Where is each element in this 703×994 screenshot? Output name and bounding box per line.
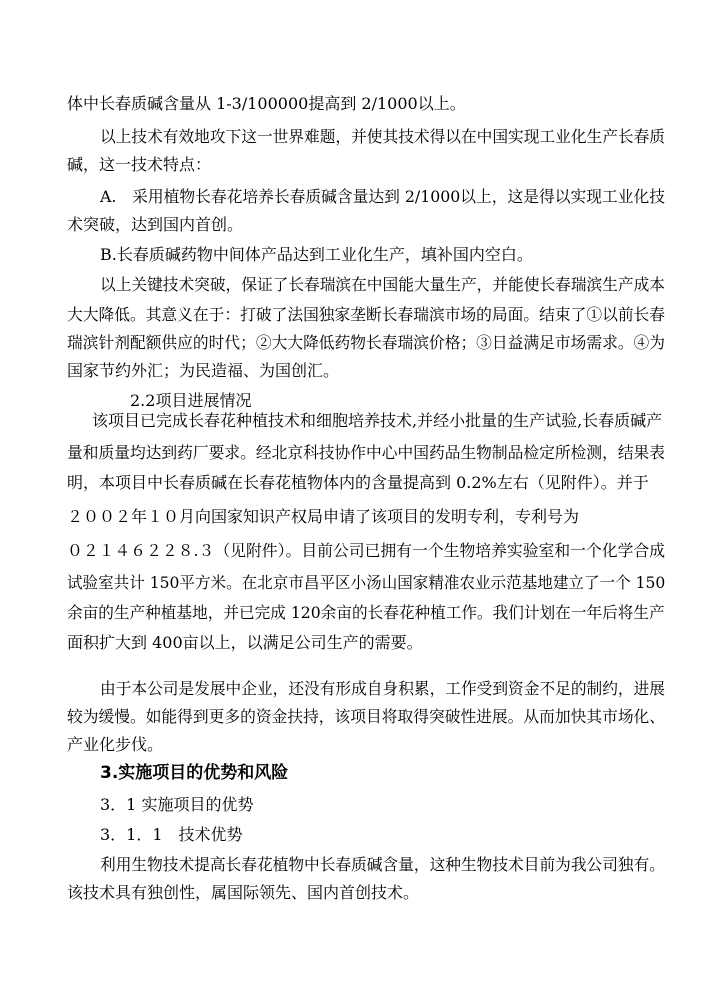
text-line: 产业化步伐。 [67,735,164,754]
text-line: 碱，这一技术特点： [67,155,212,174]
text-line: 该技术具有独创性，属国际领先、国内首创技术。 [67,883,420,902]
text-line: 由于本公司是发展中企业，还没有形成自身积累，工作受到资金不足的制约，进展 [100,679,666,698]
text-line: B.长春质碱药物中间体产品达到工业化生产，填补国内空白。 [100,245,533,264]
text-line: 该项目已完成长春花种植技术和细胞培养技术,并经小批量的生产试验,长春质碱产 [92,411,663,430]
text-line: 面积扩大到 400亩以上，以满足公司生产的需要。 [67,633,423,652]
text-line: 大大降低。其意义在于：打破了法国独家垄断长春瑞滨市场的局面。结束了①以前长春 [67,305,666,324]
text-line: 明，本项目中长春质碱在长春花植物体内的含量提高到 0.2%左右（见附件）。并于 [67,473,649,492]
section-heading: 2.2项目进展情况 [130,391,252,410]
text-line: 较为缓慢。如能得到更多的资金扶持，该项目将取得突破性进展。从而加快其市场化、 [67,707,666,726]
text-line: 试验室共计 150平方米。在北京市昌平区小汤山国家精准农业示范基地建立了一个 150 [67,573,666,592]
text-line: ０２１４６２２８.３（见附件）。目前公司已拥有一个生物培养实验室和一个化学合成 [67,541,666,560]
subsubsection-heading: 3．1．1 技术优势 [100,825,243,844]
text-line: 量和质量均达到药厂要求。经北京科技协作中心中国药品生物制品检定所检测，结果表 [67,443,666,462]
subsection-heading: 3．1 实施项目的优势 [100,795,254,814]
text-line: 以上技术有效地攻下这一世界难题，并使其技术得以在中国实现工业化生产长春质 [100,127,666,146]
text-line: ２００２年１０月向国家知识产权局申请了该项目的发明专利，专利号为 [67,507,580,526]
text-line: 术突破，达到国内首创。 [67,215,244,234]
text-line: 瑞滨针剂配额供应的时代；②大大降低药物长春瑞滨价格；③日益满足市场需求。④为 [67,333,666,352]
text-line: 以上关键技术突破，保证了长春瑞滨在中国能大量生产，并能使长春瑞滨生产成本 [100,275,666,294]
text-line: 国家节约外汇；为民造福、为国创汇。 [67,361,340,380]
text-line: 体中长春质碱含量从 1-3/100000提高到 2/1000以上。 [67,94,466,113]
text-line: A. 采用植物长春花培养长春质碱含量达到 2/1000以上，这是得以实现工业化技 [100,187,666,206]
text-line: 余亩的生产种植基地，并已完成 120余亩的长春花种植工作。我们计划在一年后将生产 [67,603,665,622]
section-3-heading: 3.实施项目的优势和风险 [100,763,289,783]
text-line: 利用生物技术提高长春花植物中长春质碱含量，这种生物技术目前为我公司独有。 [100,855,666,874]
